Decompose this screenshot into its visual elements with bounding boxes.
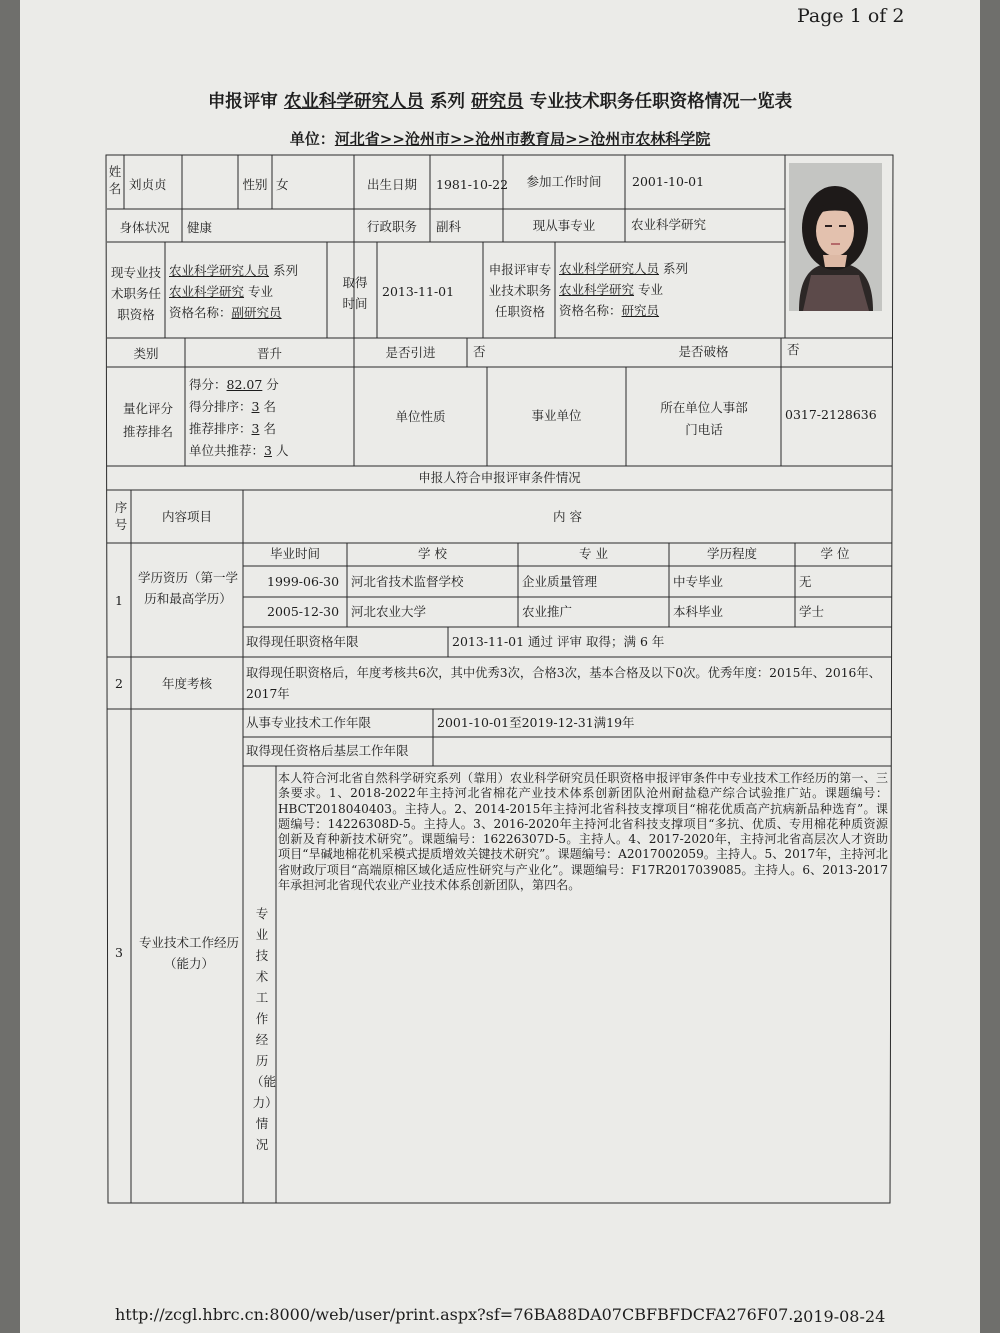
grassroots-label: 取得现任资格后基层工作年限 bbox=[246, 743, 409, 758]
unit-nature-label: 单位性质 bbox=[395, 409, 446, 424]
exp-side-label: 专业技术工作经历（能力）情况 bbox=[251, 906, 277, 1152]
edu-no: 1 bbox=[115, 593, 123, 608]
edu-row2-level: 本科毕业 bbox=[673, 604, 724, 619]
edu-years-label: 取得现任职资格年限 bbox=[246, 634, 359, 649]
edu-row2-school: 河北农业大学 bbox=[351, 604, 427, 619]
edu-years-value: 2013-11-01 通过 评审 取得；满 6 年 bbox=[452, 634, 665, 649]
health-label: 身体状况 bbox=[119, 220, 170, 235]
title-suffix: 专业技术职务任职资格情况一览表 bbox=[523, 92, 793, 112]
name-value: 刘贞贞 bbox=[129, 177, 167, 192]
assess-no: 2 bbox=[115, 676, 123, 691]
specialty-value: 农业科学研究 bbox=[631, 217, 707, 232]
assess-text: 取得现任职资格后，年度考核共6次，其中优秀3次，合格3次，基本合格及以下0次。优秀年度：2015年、2016年、2017年 bbox=[246, 666, 881, 701]
apply-qual-label: 申报评审专业技术职务任职资格 bbox=[488, 262, 552, 319]
edu-row1-level: 中专毕业 bbox=[673, 574, 724, 589]
break-value: 否 bbox=[787, 342, 800, 357]
total-value: 3 bbox=[264, 443, 272, 458]
title-prefix: 申报评审 bbox=[207, 92, 284, 112]
current-series: 农业科学研究人员 bbox=[169, 263, 270, 278]
scoring-label: 量化评分推荐排名 bbox=[122, 401, 173, 439]
edu-col-degree: 学 位 bbox=[820, 546, 850, 561]
current-major-line bbox=[169, 284, 273, 300]
rec-rank-line bbox=[189, 421, 276, 437]
score-rank-value: 3 bbox=[251, 399, 260, 414]
header-item: 内容项目 bbox=[161, 509, 212, 524]
conditions-title: 申报人符合申报评审条件情况 bbox=[418, 470, 581, 485]
type-value: 晋升 bbox=[256, 346, 282, 361]
score-rank-line bbox=[189, 399, 276, 415]
edu-row1-major: 企业质量管理 bbox=[522, 574, 598, 589]
edu-col-school: 学 校 bbox=[418, 546, 447, 561]
obtained-value: 2013-11-01 bbox=[382, 284, 455, 299]
exp-no: 3 bbox=[115, 945, 123, 960]
exp-description: 本人符合河北省自然科学研究系列（靠用）农业科学研究员任职资格申报评审条件中专业技术工作经历的第一、三条要求。1、2018-2022年主持河北省棉花产业技术体系创新团队沧州耐盐稳产综合试验推广站。课题编号：HBCT2018040403。主持人。2、2014-2015年主持河北省科技支撑项目“棉花优质高产抗病新品种选育”。课题编号：14226308D-5。主持人。3、2016-2020年主持河北省科技支撑项目“多抗、优质、专用棉花种质资源创新及育种新技术研究”。课题编号：16226307D-5。主持人。4、2017-2020年，主持河北省高层次人才资助项目“旱碱地棉花机采模式提质增效关键技术研究”。课题编号：A2017002059。主持人。5、2017年，主持河北省财政厅项目“高端原棉区域化适应性研究与产业化”。课题编号：F17R2017039085。主持人。6、2013-2017年承担河北省现代农业产业技术体系创新团队，第四名。 bbox=[278, 771, 888, 893]
applicant-photo bbox=[789, 163, 882, 311]
edu-label: 学历资历（第一学历和最高学历） bbox=[137, 570, 238, 606]
unit-value: 河北省>>沧州市>>沧州市教育局>>沧州市农林科学院 bbox=[334, 130, 711, 148]
type-label: 类别 bbox=[133, 346, 159, 361]
current-major: 农业科学研究 bbox=[169, 284, 245, 299]
major-word: 专业 bbox=[248, 284, 274, 299]
rec-rank-unit: 名 bbox=[263, 421, 276, 436]
work-years-label: 从事专业技术工作年限 bbox=[246, 715, 372, 730]
work-start-value: 2001-10-01 bbox=[632, 174, 705, 189]
apply-major-word: 专业 bbox=[638, 282, 664, 297]
work-start-label: 参加工作时间 bbox=[526, 174, 602, 189]
edu-row2-degree: 学士 bbox=[799, 604, 825, 619]
footer-date: 2019-08-24 bbox=[793, 1307, 886, 1326]
edu-col-level: 学历程度 bbox=[706, 546, 757, 561]
intro-label: 是否引进 bbox=[385, 345, 436, 360]
obtained-label: 取得时间 bbox=[342, 275, 368, 311]
header-content: 内 容 bbox=[553, 509, 582, 524]
edu-row1-date: 1999-06-30 bbox=[267, 574, 340, 589]
hr-phone-label: 所在单位人事部门电话 bbox=[660, 400, 748, 437]
portrait-image bbox=[789, 163, 882, 311]
edu-row2-major: 农业推广 bbox=[522, 604, 573, 619]
apply-title-word: 资格名称： bbox=[559, 303, 622, 318]
gender-value: 女 bbox=[276, 177, 289, 192]
apply-major: 农业科学研究 bbox=[559, 282, 635, 297]
intro-value: 否 bbox=[473, 344, 486, 359]
title-series: 农业科学研究人员 bbox=[283, 92, 424, 112]
score-line bbox=[189, 377, 279, 393]
score-unit: 分 bbox=[266, 377, 279, 392]
edu-row1-school: 河北省技术监督学校 bbox=[351, 574, 464, 589]
name-label: 姓名 bbox=[108, 164, 122, 196]
score-value: 82.07 bbox=[226, 377, 263, 392]
edu-col-major: 专 业 bbox=[579, 546, 608, 561]
score-label: 得分： bbox=[189, 377, 227, 392]
total-line bbox=[189, 443, 288, 459]
series-word: 系列 bbox=[273, 263, 299, 278]
hr-phone-value: 0317-2128636 bbox=[785, 407, 877, 422]
apply-major-line bbox=[559, 282, 663, 298]
apply-title-line bbox=[559, 303, 659, 319]
title-series-word: 系列 bbox=[423, 92, 472, 112]
current-title-line bbox=[169, 305, 282, 321]
unit-label: 单位： bbox=[289, 130, 335, 148]
current-series-line bbox=[169, 263, 298, 279]
health-value: 健康 bbox=[187, 220, 213, 235]
admin-value: 副科 bbox=[436, 219, 462, 234]
title-rank: 研究员 bbox=[471, 92, 524, 112]
edu-col-date: 毕业时间 bbox=[269, 546, 320, 561]
page-number: Page 1 of 2 bbox=[797, 5, 905, 27]
admin-label: 行政职务 bbox=[366, 219, 417, 234]
unit-nature-value: 事业单位 bbox=[531, 408, 582, 423]
specialty-label: 现从事专业 bbox=[532, 218, 596, 233]
apply-series: 农业科学研究人员 bbox=[559, 261, 660, 276]
footer-url: http://zcgl.hbrc.cn:8000/web/user/print.aspx?sf=76BA88DA07CBFBFDCFA276F07... bbox=[115, 1305, 804, 1324]
apply-title: 研究员 bbox=[621, 303, 660, 318]
birth-value: 1981-10-22 bbox=[436, 177, 509, 192]
edu-row1-degree: 无 bbox=[799, 574, 812, 589]
rec-rank-label: 推荐排序： bbox=[189, 421, 252, 436]
apply-series-word: 系列 bbox=[663, 261, 689, 276]
header-no: 序号 bbox=[114, 500, 128, 532]
current-title: 副研究员 bbox=[231, 305, 282, 320]
current-qual-label: 现专业技术职务任职资格 bbox=[110, 265, 161, 322]
break-label: 是否破格 bbox=[678, 344, 729, 359]
birth-label: 出生日期 bbox=[366, 177, 417, 192]
total-label: 单位共推荐： bbox=[189, 443, 265, 458]
edu-row2-date: 2005-12-30 bbox=[267, 604, 340, 619]
title-word: 资格名称： bbox=[169, 305, 232, 320]
exp-label: 专业技术工作经历（能力） bbox=[138, 935, 239, 971]
total-unit: 人 bbox=[275, 443, 289, 458]
score-rank-label: 得分排序： bbox=[189, 399, 252, 414]
score-rank-unit: 名 bbox=[263, 399, 276, 414]
gender-label: 性别 bbox=[242, 177, 268, 192]
rec-rank-value: 3 bbox=[251, 421, 260, 436]
work-years-value: 2001-10-01至2019-12-31满19年 bbox=[437, 715, 635, 730]
assess-label: 年度考核 bbox=[161, 676, 212, 691]
apply-series-line bbox=[559, 261, 688, 277]
